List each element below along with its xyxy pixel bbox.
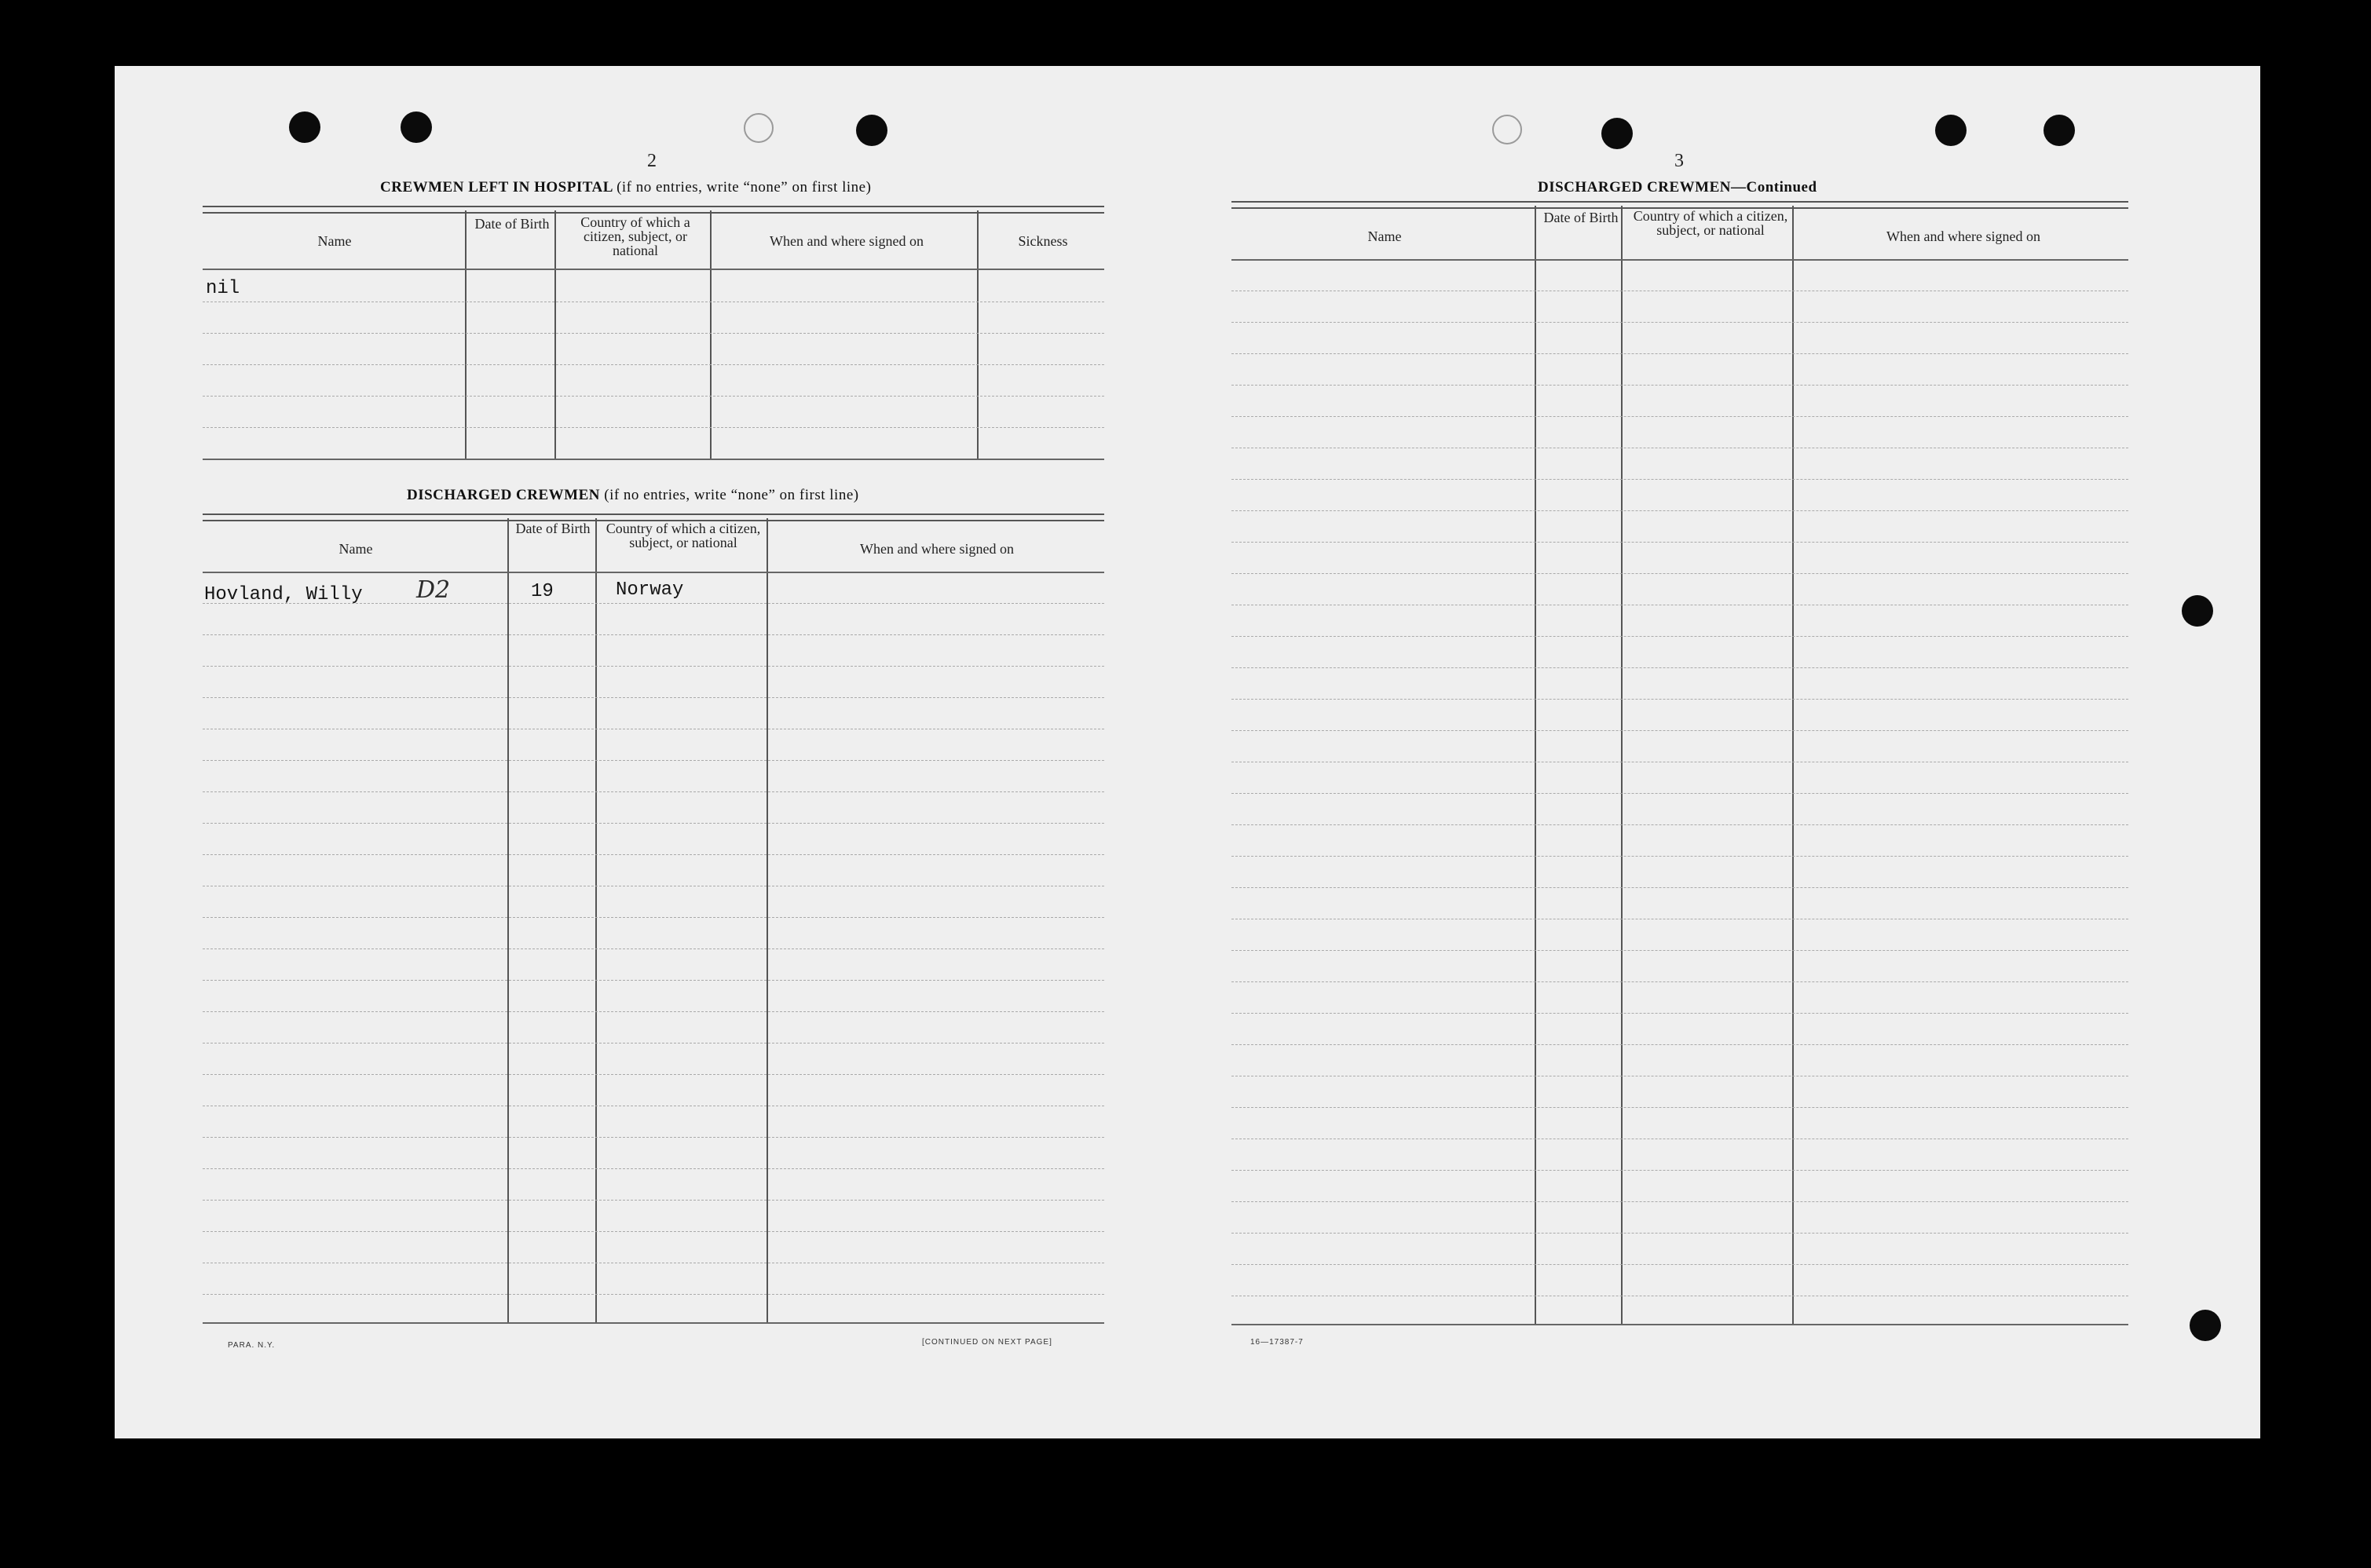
row-rule	[1231, 824, 2128, 825]
hospital-table	[203, 206, 1104, 466]
row-rule	[1231, 730, 2128, 731]
hospital-entry-name: nil	[206, 278, 240, 299]
header-name: Name	[1367, 228, 1402, 244]
column-rule	[465, 210, 467, 459]
row-rule	[1231, 1107, 2128, 1108]
discharged-continued-title: DISCHARGED CREWMEN—Continued	[1538, 179, 1817, 196]
table-bottom-rule	[203, 1322, 1104, 1324]
row-rule	[1231, 793, 2128, 794]
column-rule	[977, 210, 979, 459]
column-rule	[767, 518, 768, 1322]
header-name: Name	[317, 233, 352, 249]
row-rule	[1231, 1013, 2128, 1014]
row-rule	[1231, 353, 2128, 354]
punch-hole	[2190, 1310, 2221, 1341]
punch-hole	[856, 115, 887, 146]
punch-hole	[1601, 118, 1633, 149]
row-rule	[1231, 416, 2128, 417]
entry-handwritten-mark: D2	[416, 576, 451, 604]
discharged-section-title	[407, 487, 859, 504]
punch-hole-faint	[1492, 115, 1522, 144]
column-rule	[1792, 206, 1794, 1324]
column-rule	[507, 518, 509, 1322]
row-rule	[1231, 1233, 2128, 1234]
row-rule	[1231, 667, 2128, 668]
punch-hole	[289, 111, 320, 143]
row-rule	[1231, 1264, 2128, 1265]
entry-country: Norway	[616, 579, 684, 601]
column-rule	[554, 210, 556, 459]
row-rule	[203, 666, 1104, 667]
row-rule	[203, 1011, 1104, 1012]
row-rule	[1231, 510, 2128, 511]
table-top-rule	[203, 206, 1104, 214]
footer-printer: PARA. N.Y.	[228, 1341, 276, 1350]
column-rule	[710, 210, 712, 459]
row-rule	[1231, 699, 2128, 700]
row-rule	[203, 364, 1104, 365]
row-rule	[1231, 573, 2128, 574]
row-rule	[1231, 1201, 2128, 1202]
column-rule	[595, 518, 597, 1322]
table-bottom-rule	[203, 459, 1104, 460]
row-rule	[1231, 1044, 2128, 1045]
row-rule	[1231, 981, 2128, 982]
row-rule	[1231, 950, 2128, 951]
header-signed: When and where signed on	[1886, 228, 2040, 244]
entry-dob: 19	[531, 581, 554, 602]
discharged-table-left	[203, 514, 1104, 1327]
header-country: Country of which a citizen, subject, or national	[606, 521, 761, 550]
header-signed: When and where signed on	[860, 541, 1014, 557]
document-paper	[115, 66, 2260, 1438]
row-rule	[203, 823, 1104, 824]
row-rule	[203, 1074, 1104, 1075]
row-rule	[203, 948, 1104, 949]
header-dob: Date of Birth	[515, 521, 591, 536]
column-rule	[1621, 206, 1623, 1324]
discharged-title-note: (if no entries, write “none” on first line)	[604, 487, 859, 503]
punch-hole	[1935, 115, 1967, 146]
row-rule	[203, 1168, 1104, 1169]
row-rule	[203, 1137, 1104, 1138]
row-rule	[1231, 887, 2128, 888]
header-sickness: Sickness	[1018, 233, 1068, 249]
hospital-section-title	[380, 179, 871, 196]
entry-name: Hovland, Willy	[204, 584, 363, 605]
row-rule	[1231, 322, 2128, 323]
page-number-right: 3	[1674, 151, 1684, 171]
row-rule	[203, 760, 1104, 761]
row-rule	[203, 634, 1104, 635]
punch-hole-faint	[744, 113, 774, 143]
table-bottom-rule	[1231, 1324, 2128, 1325]
row-rule	[203, 427, 1104, 428]
header-country: Country of which a citizen, subject, or national	[580, 214, 690, 258]
discharged-title-bold: DISCHARGED CREWMEN	[407, 487, 600, 503]
row-rule	[203, 980, 1104, 981]
header-country: Country of which a citizen, subject, or national	[1633, 208, 1788, 238]
header-rule	[1231, 259, 2128, 261]
row-rule	[203, 1200, 1104, 1201]
header-dob: Date of Birth	[474, 216, 550, 232]
discharged-table-right	[1231, 201, 2128, 1329]
hospital-title-note: (if no entries, write “none” on first line)	[617, 179, 872, 196]
column-rule	[1535, 206, 1536, 1324]
row-rule	[1231, 856, 2128, 857]
row-rule	[203, 791, 1104, 792]
row-rule	[203, 1043, 1104, 1044]
header-name: Name	[338, 541, 373, 557]
hospital-title-bold: CREWMEN LEFT IN HOSPITAL	[380, 179, 613, 196]
row-rule	[1231, 385, 2128, 386]
header-signed: When and where signed on	[770, 233, 924, 249]
header-rule	[203, 572, 1104, 573]
row-rule	[203, 917, 1104, 918]
page-number-left: 2	[647, 151, 657, 171]
footer-continued: [CONTINUED ON NEXT PAGE]	[922, 1338, 1052, 1347]
header-rule	[203, 269, 1104, 270]
row-rule	[203, 854, 1104, 855]
row-rule	[203, 1231, 1104, 1232]
row-rule	[203, 1294, 1104, 1295]
punch-hole	[2044, 115, 2075, 146]
row-rule	[1231, 636, 2128, 637]
punch-hole	[401, 111, 432, 143]
row-rule	[1231, 542, 2128, 543]
row-rule	[203, 333, 1104, 334]
row-rule	[203, 697, 1104, 698]
row-rule	[1231, 479, 2128, 480]
row-rule	[203, 396, 1104, 397]
header-dob: Date of Birth	[1543, 210, 1619, 225]
row-rule	[1231, 1170, 2128, 1171]
footer-form-number: 16—17387-7	[1250, 1338, 1304, 1347]
punch-hole	[2182, 595, 2213, 627]
